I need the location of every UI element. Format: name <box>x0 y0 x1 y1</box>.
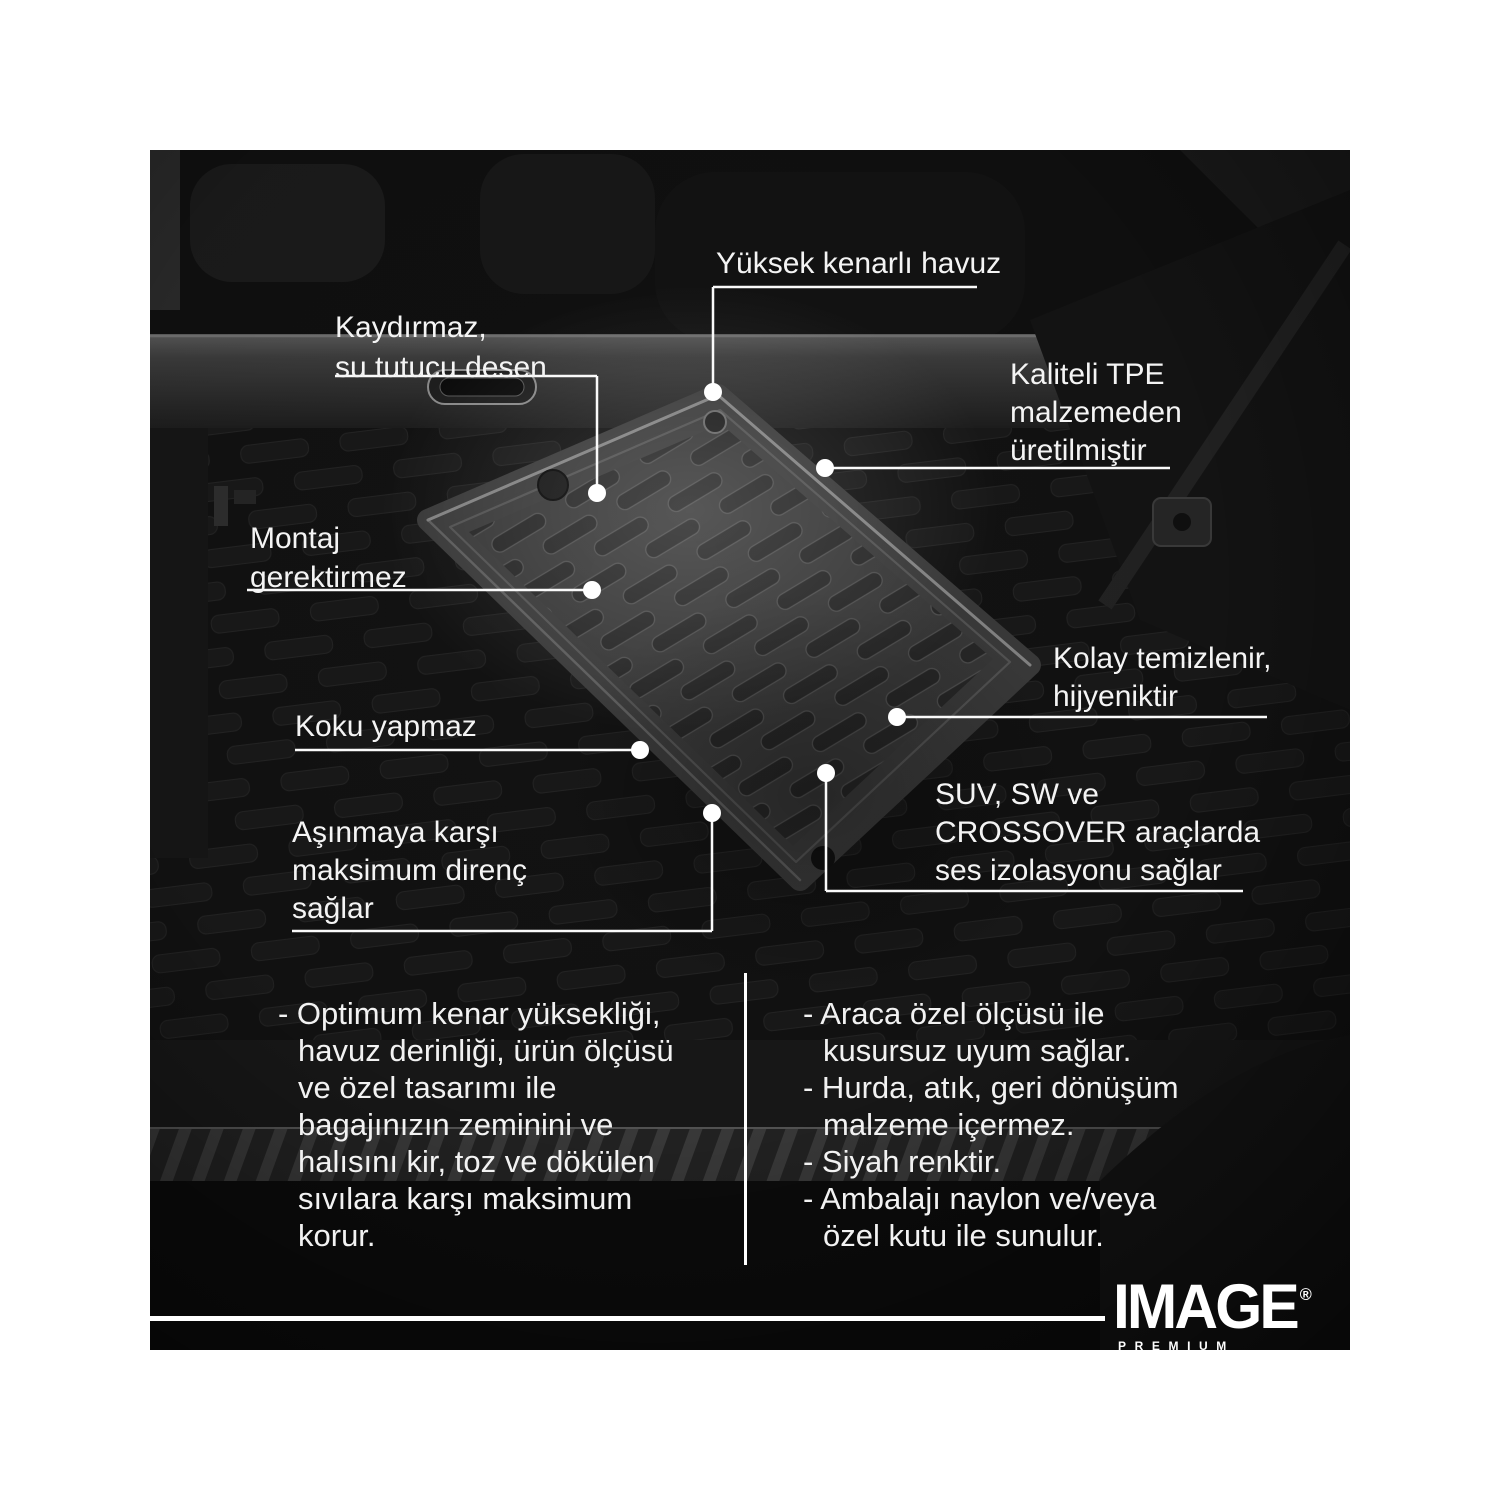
note-line: - Araca özel ölçüsü ile <box>803 996 1105 1031</box>
note-line: halısını kir, toz ve dökülen <box>298 1144 655 1179</box>
brand-name-text: IMAGE <box>1113 1272 1297 1342</box>
brand-name <box>1113 1266 1312 1342</box>
note-line: malzeme içermez. <box>823 1107 1075 1142</box>
note-line: bagajınızın zeminini ve <box>298 1107 614 1142</box>
callout-line-non-slip <box>335 376 597 489</box>
feature-label: Montaj <box>250 522 341 555</box>
feature-label: maksimum direnç <box>292 854 528 887</box>
callout-dot-non-slip <box>588 484 606 502</box>
callout-sound-insulation <box>935 776 1260 890</box>
note-line: kusursuz uyum sağlar. <box>823 1033 1132 1068</box>
feature-label: Kaliteli TPE <box>1010 358 1165 391</box>
note-line: sıvılara karşı maksimum <box>298 1181 633 1216</box>
note-line: özel kutu ile sunulur. <box>823 1218 1104 1253</box>
feature-label: üretilmiştir <box>1010 434 1147 467</box>
note-line: havuz derinliği, ürün ölçüsü <box>298 1033 674 1068</box>
bottom-left-notes <box>278 995 674 1254</box>
trunk-photo <box>150 150 1350 1350</box>
callout-dot-abrasion <box>703 804 721 822</box>
brand-tagline: PREMIUM <box>1118 1339 1235 1350</box>
callout-non-slip <box>335 308 547 388</box>
feature-label: Aşınmaya karşı <box>292 816 499 849</box>
note-line: - Siyah renktir. <box>803 1144 1002 1179</box>
callout-dot-high-rim <box>704 383 722 401</box>
note-line: korur. <box>298 1218 376 1253</box>
callout-no-odor <box>295 708 477 746</box>
feature-label: Koku yapmaz <box>295 710 477 743</box>
feature-label: CROSSOVER araçlarda <box>935 816 1261 849</box>
column-divider <box>744 973 747 1265</box>
callout-easy-clean <box>1053 640 1271 716</box>
callout-line-high-rim <box>713 287 977 388</box>
feature-label: ses izolasyonu sağlar <box>935 854 1222 887</box>
brand-logo <box>1113 1266 1320 1350</box>
feature-label: su tutucu desen <box>335 351 547 384</box>
feature-label: hijyeniktir <box>1053 680 1179 713</box>
callout-dot-easy-clean <box>888 708 906 726</box>
callout-no-assembly <box>250 519 407 597</box>
feature-label: Kaydırmaz, <box>335 311 487 344</box>
note-line: ve özel tasarımı ile <box>298 1070 557 1105</box>
callout-tpe-material <box>1010 356 1182 470</box>
feature-label: sağlar <box>292 892 374 925</box>
callout-abrasion <box>292 814 527 928</box>
feature-label: Yüksek kenarlı havuz <box>716 247 1002 280</box>
feature-label: malzemeden <box>1010 396 1182 429</box>
registered-mark: ® <box>1299 1285 1312 1304</box>
feature-label: gerektirmez <box>250 561 407 594</box>
note-line: - Hurda, atık, geri dönüşüm <box>803 1070 1179 1105</box>
footer-rule <box>150 1316 1105 1321</box>
feature-label: Kolay temizlenir, <box>1053 642 1272 675</box>
feature-label: SUV, SW ve <box>935 778 1099 811</box>
callout-dot-no-assembly <box>583 581 601 599</box>
callout-dot-no-odor <box>631 741 649 759</box>
bottom-right-notes <box>803 995 1179 1254</box>
note-line: - Ambalajı naylon ve/veya <box>803 1181 1157 1216</box>
callout-dot-tpe <box>816 459 834 477</box>
callout-dot-sound <box>817 764 835 782</box>
callout-high-rim <box>716 245 1001 283</box>
note-line: - Optimum kenar yüksekliği, <box>278 996 661 1031</box>
